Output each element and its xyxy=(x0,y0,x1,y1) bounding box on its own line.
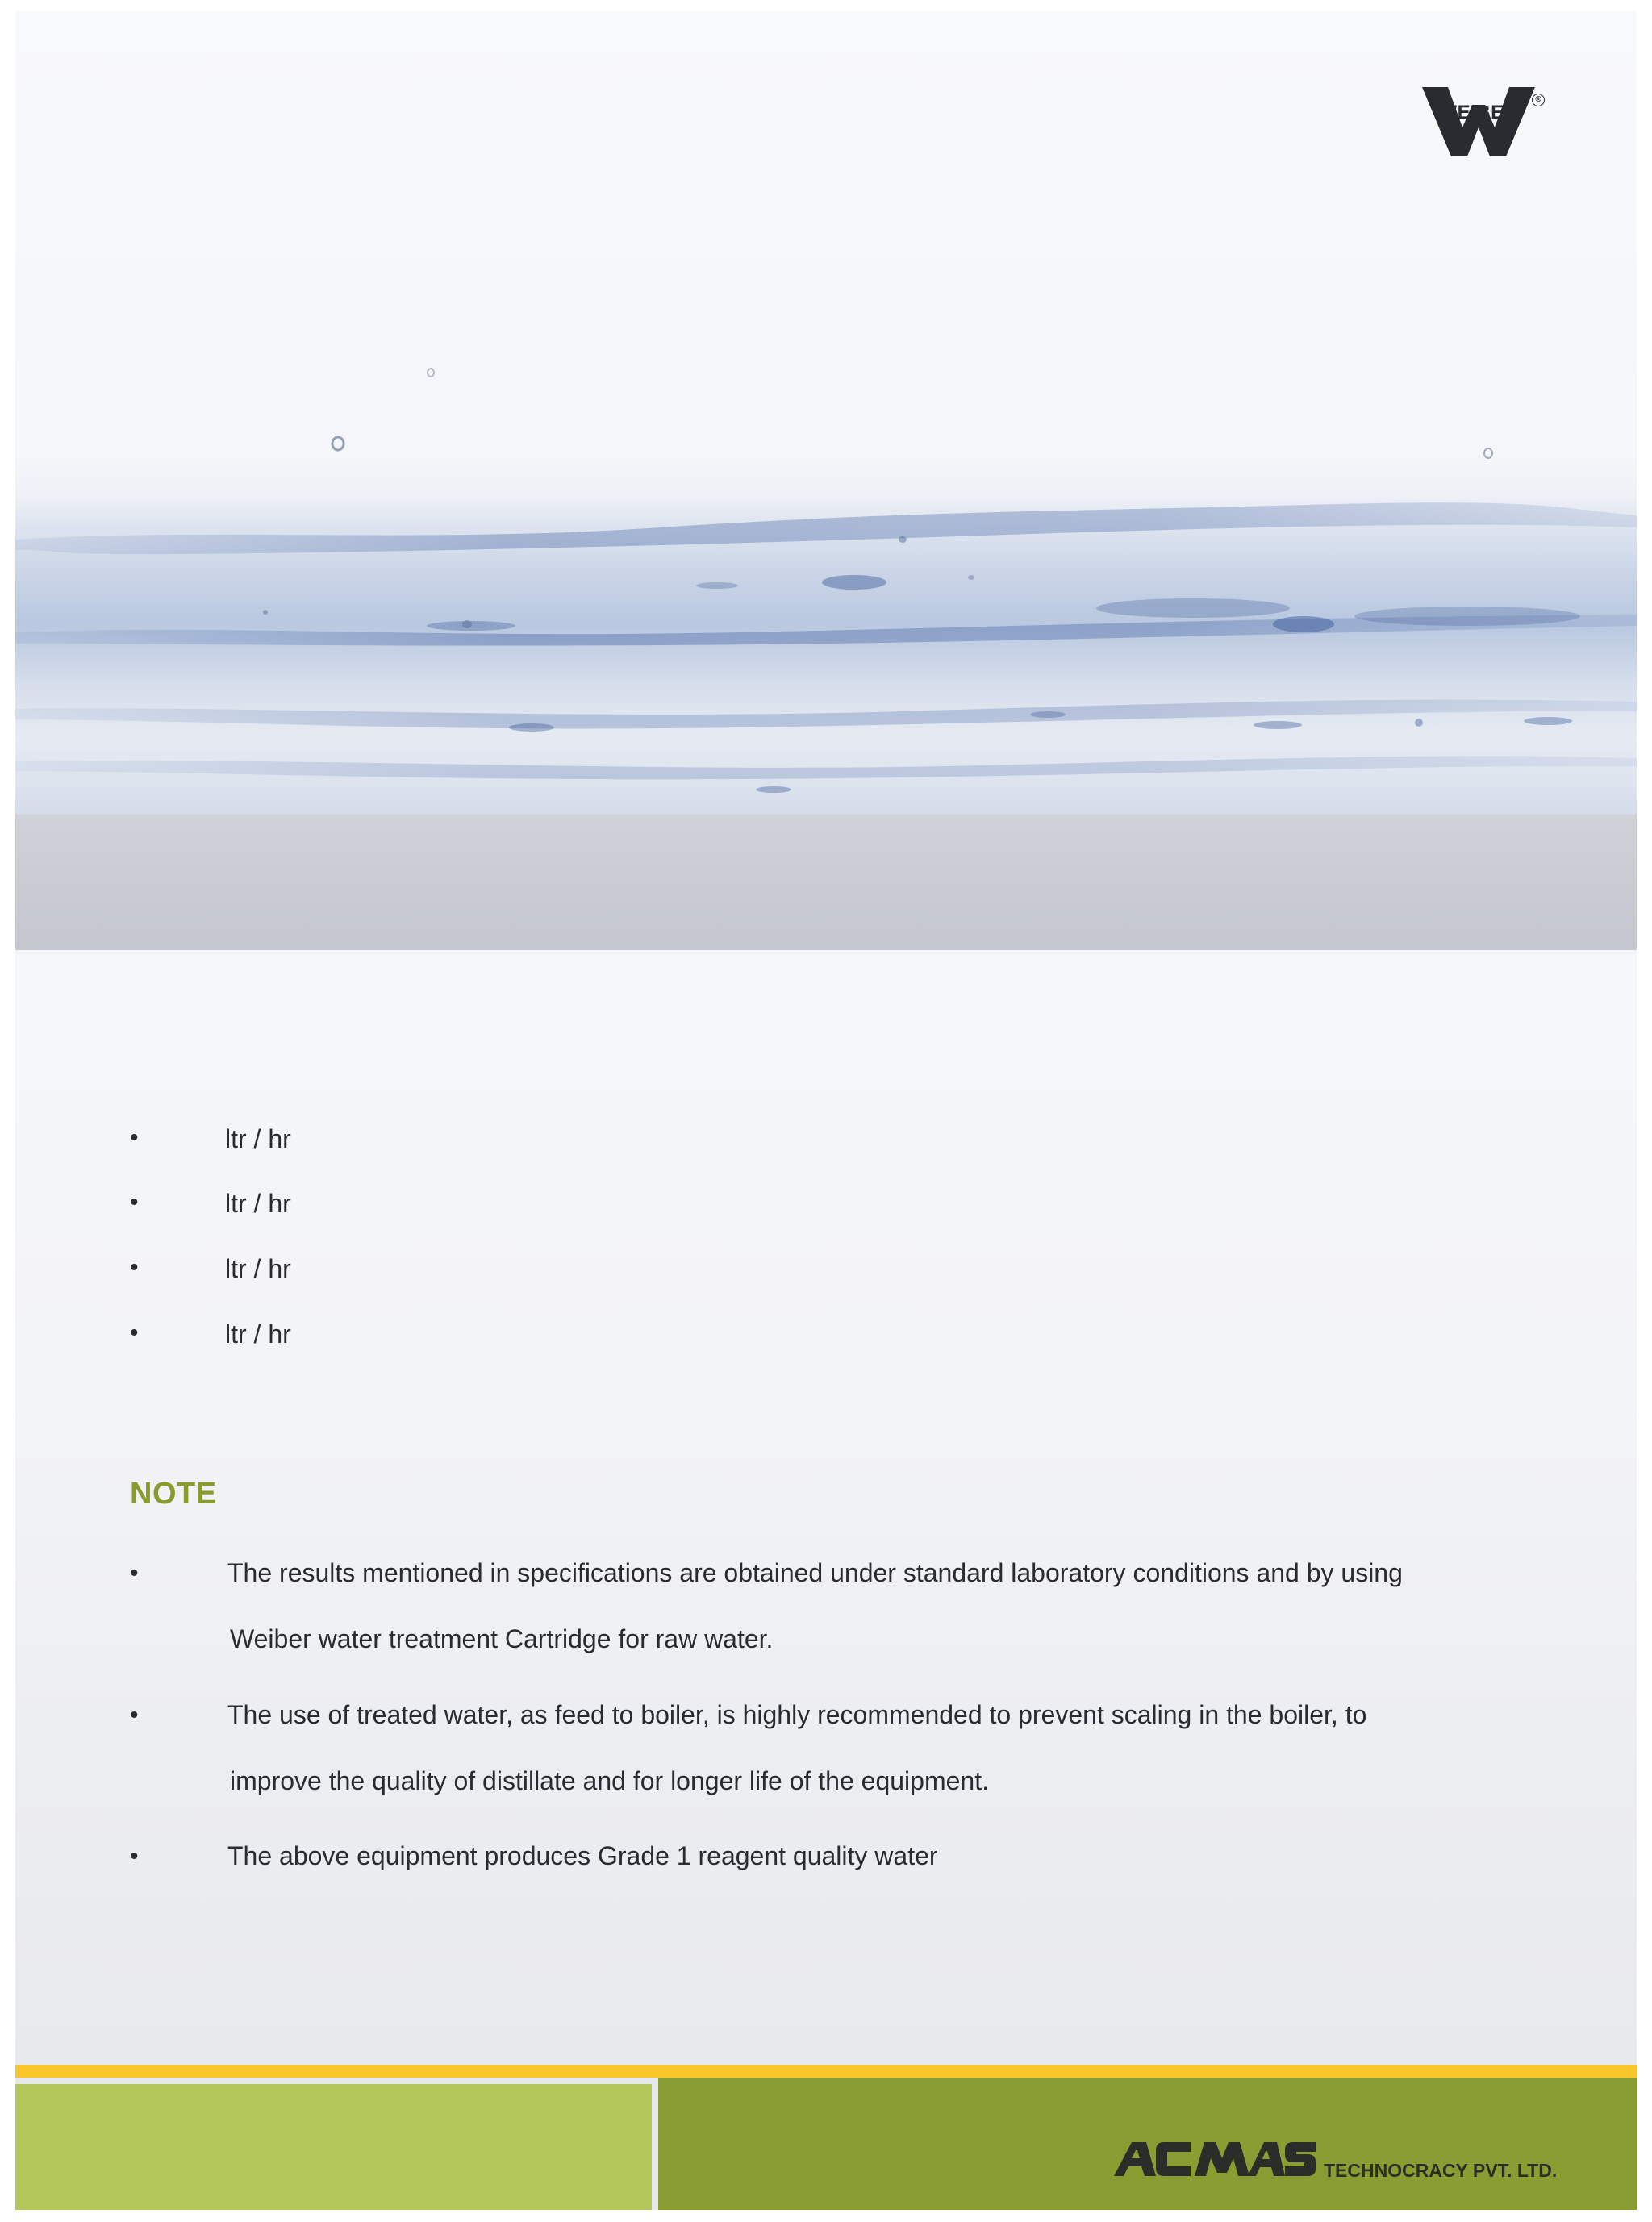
bullet: • xyxy=(130,1189,139,1215)
note-heading: NOTE xyxy=(130,1477,217,1511)
list-item xyxy=(15,1254,661,1294)
footer-divider xyxy=(652,2078,658,2210)
footer-yellow-stripe xyxy=(15,2065,1637,2078)
bullet: • xyxy=(130,1560,139,1586)
spec-unit-text: ltr / hr xyxy=(225,1189,291,1218)
bullet: • xyxy=(130,1843,139,1870)
acmas-logo xyxy=(1114,2141,1316,2178)
registered-mark: ® xyxy=(1532,94,1545,106)
note-line: The results mentioned in specifications are obtained under standard laboratory conditions and by using xyxy=(227,1558,1403,1587)
weiber-w-icon xyxy=(1422,87,1535,156)
note-line: The above equipment produces Grade 1 reagent quality water xyxy=(227,1841,938,1870)
spec-unit-text: ltr / hr xyxy=(225,1124,291,1153)
water-ripples-graphic xyxy=(15,11,1637,950)
bullet: • xyxy=(130,1254,139,1281)
bullet: • xyxy=(130,1319,139,1346)
weiber-logo xyxy=(1422,87,1543,200)
note-line: Weiber water treatment Cartridge for raw water. xyxy=(230,1624,774,1653)
bullet: • xyxy=(130,1124,139,1151)
note-line: improve the quality of distillate and for longer life of the equipment. xyxy=(230,1766,989,1795)
footer-light-green-block xyxy=(15,2084,652,2210)
document-page xyxy=(15,11,1637,2210)
water-hero-image xyxy=(15,11,1637,950)
company-suffix: TECHNOCRACY PVT. LTD. xyxy=(1324,2160,1558,2181)
list-item xyxy=(15,1124,661,1165)
note-line: The use of treated water, as feed to boiler, is highly recommended to prevent scaling in the boiler, to xyxy=(227,1700,1367,1729)
list-item xyxy=(15,1189,661,1229)
bullet: • xyxy=(130,1702,139,1728)
spec-unit-text: ltr / hr xyxy=(225,1254,291,1283)
list-item xyxy=(15,1319,661,1360)
spec-unit-text: ltr / hr xyxy=(225,1319,291,1349)
